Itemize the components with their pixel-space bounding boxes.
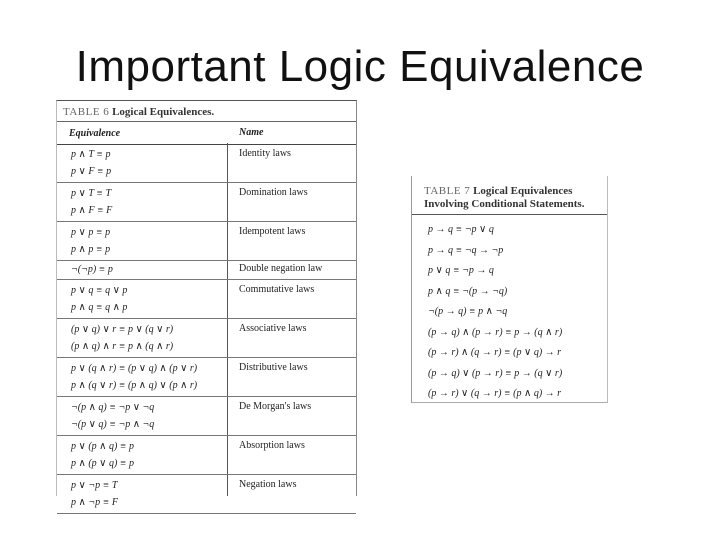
conditional-equivalence: (p → q) ∨ (p → r) ≡ p → (q ∨ r) [428,367,563,379]
law-name-cell: Distributive laws [239,362,308,373]
law-name-cell: Commutative laws [239,284,315,295]
table-row [57,396,356,436]
law-name-cell: De Morgan's laws [239,401,312,412]
equivalence-cell [71,360,197,394]
table7-caption-title-1: Logical Equivalences [473,185,573,197]
conditional-equivalence: p ∨ q ≡ ¬p → q [428,265,494,276]
equivalence-line: p ∧ (q ∨ r) ≡ (p ∧ q) ∨ (p ∧ r) [71,380,198,391]
table-row [57,143,356,183]
law-name-cell: Absorption laws [239,440,305,451]
equivalence-line: p ∧ (p ∨ q) ≡ p [71,458,135,469]
conditional-equivalence: (p → r) ∨ (q → r) ≡ (p ∧ q) → r [428,388,562,399]
equivalence-line: p ∨ p ≡ p [71,227,111,238]
table6-caption-label: TABLE 6 [63,106,110,118]
conditional-equivalence: p → q ≡ ¬q → ¬p [428,244,504,256]
equivalence-line: ¬(p ∧ q) ≡ ¬p ∨ ¬q [71,402,155,413]
logical-equivalences-table [56,100,357,508]
table-row [57,260,356,280]
table7-caption-label: TABLE 7 [424,185,471,197]
equivalence-line: p ∨ T ≡ T [71,188,112,199]
table7-body [428,220,562,405]
equivalence-cell [71,146,111,180]
equivalence-line: p ∨ q ≡ q ∨ p [71,285,128,296]
law-name-cell: Double negation law [239,263,323,274]
equivalence-line: (p ∨ q) ∨ r ≡ p ∨ (q ∨ r) [71,324,174,335]
equivalence-line: ¬(p ∨ q) ≡ ¬p ∧ ¬q [71,419,155,430]
table6-caption [63,106,214,118]
table-row [57,357,356,397]
table-row [57,318,356,358]
table-row [57,279,356,319]
conditional-equivalence: ¬(p → q) ≡ p ∧ ¬q [428,306,508,317]
conditional-equivalence: (p → r) ∧ (q → r) ≡ (p ∨ q) → r [428,347,562,358]
equivalence-line: p ∧ q ≡ q ∧ p [71,302,128,313]
law-name-cell: Idempotent laws [239,226,306,237]
equivalence-cell [71,321,173,355]
law-name-cell: Identity laws [239,148,291,159]
header-equivalence: Equivalence [69,128,121,139]
table6-header [57,121,356,145]
law-name-cell: Negation laws [239,479,297,490]
table-row [57,221,356,261]
equivalence-line: (p ∧ q) ∧ r ≡ p ∧ (q ∧ r) [71,341,174,352]
equivalence-cell [71,261,113,278]
table7-caption-title-2: Involving Conditional Statements. [424,198,585,210]
equivalence-line: ¬(¬p) ≡ p [71,264,113,275]
equivalence-line: p ∧ T ≡ p [71,149,111,160]
equivalence-cell [71,399,154,433]
table-row [57,182,356,222]
equivalence-line: p ∧ F ≡ F [71,205,113,216]
equivalence-line: p ∨ (q ∧ r) ≡ (p ∨ q) ∧ (p ∨ r) [71,363,198,374]
equivalence-cell [71,438,134,472]
law-name-cell: Domination laws [239,187,308,198]
equivalence-line: p ∧ ¬p ≡ F [71,497,118,508]
equivalence-line: p ∨ (p ∧ q) ≡ p [71,441,135,452]
law-name-cell: Associative laws [239,323,307,334]
conditional-equivalences-table [411,176,608,403]
table-row [57,435,356,475]
slide-title: Important Logic Equivalence [75,42,645,91]
header-name: Name [239,127,264,138]
table6-caption-title: Logical Equivalences. [112,106,215,118]
conditional-equivalence: (p → q) ∧ (p → r) ≡ p → (q ∧ r) [428,326,563,338]
equivalence-line: p ∧ p ≡ p [71,244,111,255]
table-row [57,474,356,514]
conditional-equivalence: p ∧ q ≡ ¬(p → ¬q) [428,285,508,297]
conditional-equivalence: p → q ≡ ¬p ∨ q [428,224,494,235]
table7-caption [424,185,584,211]
equivalence-cell [71,224,110,258]
equivalence-cell [71,185,112,219]
equivalence-line: p ∨ F ≡ p [71,166,112,177]
equivalence-cell [71,282,127,316]
table7-rule [412,214,607,215]
equivalence-cell [71,477,118,511]
equivalence-line: p ∨ ¬p ≡ T [71,480,118,491]
